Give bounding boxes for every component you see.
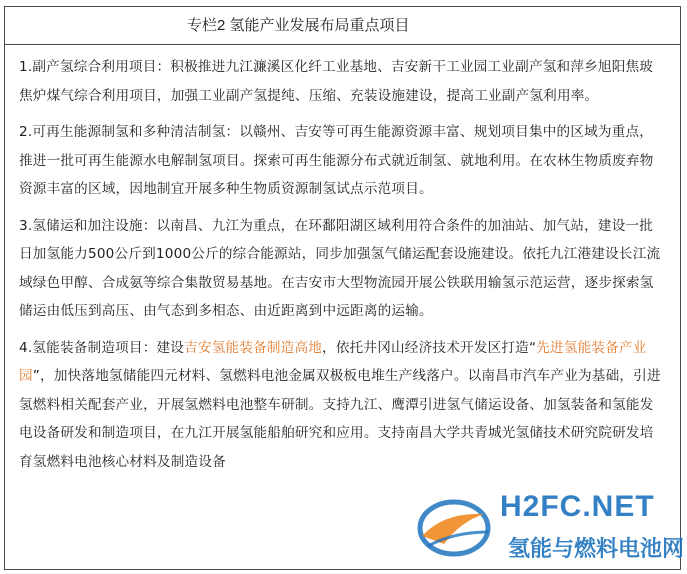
item-4: [19, 334, 666, 477]
item-3: [19, 212, 666, 326]
table-content: [5, 45, 680, 476]
item-4-text: 4.氢能装备制造项目：建设: [19, 339, 185, 356]
item-4-highlight-2: 先进氢能装备产业园: [19, 339, 647, 384]
item-2: [19, 118, 666, 204]
watermark-domain: H2FC.NET: [500, 490, 655, 523]
item-3-text: 3.氢储运和加注设施：以南昌、九江为重点，在环鄱阳湖区域利用符合条件的加油站、加气站，建设一批日加氢能力500公斤到1000公斤的综合能源站，同步加强氢气储运配套设施建设。依托九江港建设长江流域绿色甲醇、合成氨等综合集散贸易基地。在吉安市大型物流园开展公铁联用输氢示范运营，逐步探索氢储运由低压到高压、由气态到多相态、由近距离到中远距离的运输。: [19, 217, 661, 319]
item-2-text: 2.可再生能源制氢和多种清洁制氢：以赣州、吉安等可再生能源资源丰富、规划项目集中的区域为重点，推进一批可再生能源水电解制氢项目。探索可再生能源分布式就近制氢、就地利用。在农林生物质废弃物资源丰富的区域，因地制宜开展多种生物质资源制氢试点示范项目。: [19, 124, 654, 197]
item-1: [19, 53, 666, 110]
item-1-text: 1.副产氢综合利用项目：积极推进九江濂溪区化纤工业基地、吉安新干工业园工业副产氢和萍乡旭阳焦玻焦炉煤气综合利用项目，加强工业副产氢提纯、压缩、充装设施建设，提高工业副产氢利用率。: [19, 59, 654, 104]
watermark-site-name: 氢能与燃料电池网: [508, 537, 685, 562]
site-watermark: [408, 486, 684, 572]
item-4-after: ”，加快落地氢储能四元材料、氢燃料电池金属双极板电堆生产线落户。以南昌市汽车产业为基础，引进氢燃料相关配套产业，开展氢燃料电池整车研制。支持九江、鹰潭引进氢气储运设备、加氢装备和氢能发电设备研发和制造项目，在九江开展氢能船舶研究和应用。支持南昌大学共青城光氢储技术研究院研发培育氢燃料电池核心材料及制造设备: [19, 368, 661, 470]
table-title: 专栏2 氢能产业发展布局重点项目: [5, 7, 680, 45]
watermark-logo-icon: [414, 492, 492, 562]
item-4-mid: ，依托井冈山经济技术开发区打造“: [322, 339, 537, 356]
item-4-highlight-1: 吉安氢能装备制造高地: [184, 339, 323, 356]
